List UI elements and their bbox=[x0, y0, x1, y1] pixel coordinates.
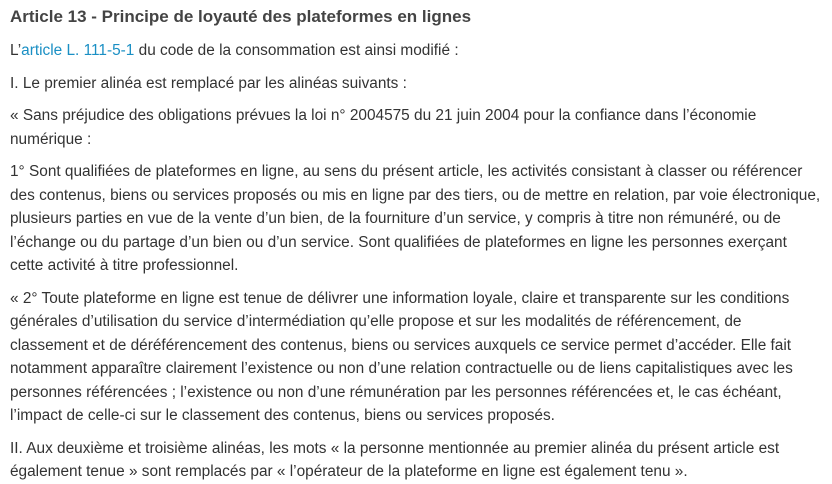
paragraph-obligations: « 2° Toute plateforme en ligne est tenue de délivrer une information loyale, claire et transparente sur les conditions générales d’utilisation du service d’intermédiation qu’elle propose et sur les modalités de référencement, de classement et de déréférencement des contenus, biens ou services auxquels ce service permet d’accéder. Elle fait notamment apparaître clairement l’existence ou non d’une relation contractuelle ou de liens capitalistiques avec les personnes référencées ; l’existence ou non d’une rémunération par les personnes référencées et, le cas échéant, l’impact de celle-ci sur le classement des contenus, biens ou services proposés. bbox=[10, 289, 793, 424]
paragraph-definition: 1° Sont qualifiées de plateformes en ligne, au sens du présent article, les activités consistant à classer ou référencer des contenus, biens ou services proposés ou mis en ligne par des tiers, ou de mettre en relation, par voie électronique, plusieurs parties en vue de la vente d’un bien, de la fourniture d’un service, y compris à titre non rémunéré, ou de l’échange ou du partage d’un bien ou d’un service. Sont qualifiées de plateformes en ligne les personnes exerçant cette activité à titre professionnel. bbox=[10, 163, 821, 274]
paragraph-replacement-notice: I. Le premier alinéa est remplacé par les alinéas suivants : bbox=[10, 74, 407, 92]
article-title: Article 13 - Principe de loyauté des plateformes en lignes bbox=[10, 7, 472, 26]
paragraph-preamble: « Sans préjudice des obligations prévues la loi n° 2004575 du 21 juin 2004 pour la confiance dans l’économie numérique : bbox=[10, 107, 757, 148]
paragraph-amendment: II. Aux deuxième et troisième alinéas, les mots « la personne mentionnée au premier alinéa du présent article est également tenue » sont remplacés par « l’opérateur de la plateforme en ligne est également tenu ». bbox=[10, 439, 780, 480]
intro-suffix: du code de la consommation est ainsi modifié : bbox=[134, 42, 459, 59]
article-link[interactable]: article L. 111-5-1 bbox=[21, 42, 135, 59]
intro-paragraph bbox=[10, 39, 822, 63]
intro-prefix: L’ bbox=[10, 42, 22, 59]
